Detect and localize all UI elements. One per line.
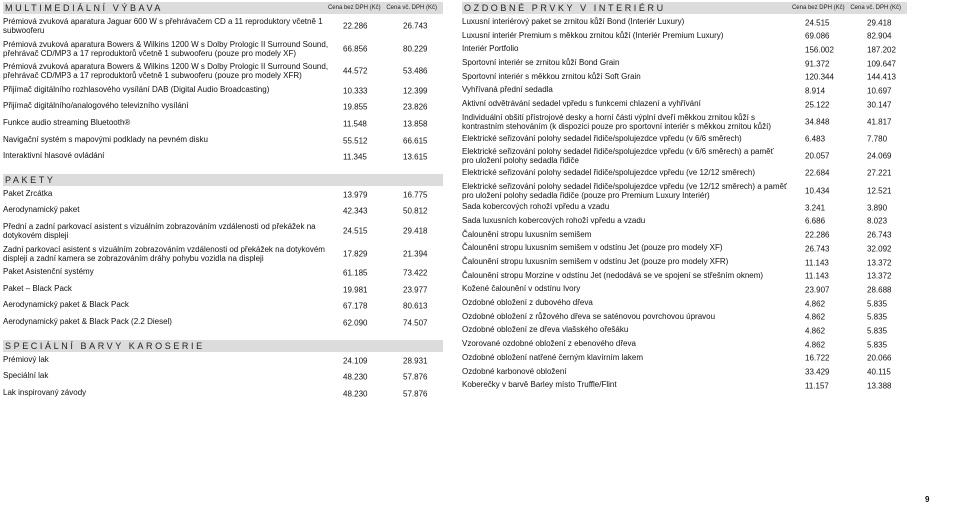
price-net: 6.483 xyxy=(805,134,826,144)
price-net: 42.343 xyxy=(343,206,368,216)
price-gross: 5.835 xyxy=(867,312,888,322)
price-row xyxy=(462,17,907,28)
price-net: 61.185 xyxy=(343,268,368,278)
item-name: Individuální obšití přístrojové desky a horní části výplní dveří měkkou zrnitou kůží s kontrastním stehováním (k dispozici pouze pro sportovní interiér s měkkou zrnitou kůží) xyxy=(462,112,772,131)
price-gross: 144.413 xyxy=(867,72,896,82)
price-net: 22.684 xyxy=(805,168,830,178)
item-name: Elektrické seřizování polohy sedadel řidiče/spolujezdce vpředu (v 6/6 směrech) xyxy=(462,133,742,143)
price-net: 8.914 xyxy=(805,86,826,96)
price-gross: 73.422 xyxy=(403,268,428,278)
price-net: 10.434 xyxy=(805,186,830,196)
packages-section-header xyxy=(3,174,443,186)
price-row xyxy=(462,284,907,295)
price-gross: 13.372 xyxy=(867,258,892,267)
item-name: Čalounění stropu luxusním semišem v odstínu Jet (pouze pro modely XFR) xyxy=(462,257,729,266)
multimedia-list xyxy=(3,17,443,163)
price-gross: 12.521 xyxy=(867,186,892,196)
item-name: Luxusní interiérový paket se zrnitou kůží Bond (Interiér Luxury) xyxy=(462,17,685,26)
price-row xyxy=(462,243,907,254)
price-row xyxy=(3,101,443,113)
price-row xyxy=(3,62,443,80)
price-gross: 26.743 xyxy=(403,21,428,31)
price-gross: 27.221 xyxy=(867,168,892,178)
price-net: 69.086 xyxy=(805,31,830,41)
price-net: 3.241 xyxy=(805,203,826,213)
price-row xyxy=(3,17,443,35)
price-row xyxy=(462,147,907,165)
price-net: 11.345 xyxy=(343,152,367,162)
section-title: MULTIMEDIÁLNÍ VÝBAVA xyxy=(5,3,164,13)
price-gross: 5.835 xyxy=(867,340,888,350)
item-name: Interaktivní hlasové ovládání xyxy=(3,151,105,161)
item-name: Paket – Black Pack xyxy=(3,283,72,293)
price-net: 33.429 xyxy=(805,367,830,377)
item-name: Aktivní odvětrávání sedadel vpředu s funkcemi chlazení a vyhřívání xyxy=(462,99,701,109)
item-name: Speciální lak xyxy=(3,371,49,381)
price-row xyxy=(462,31,907,42)
price-net: 16.722 xyxy=(805,353,830,363)
price-gross: 13.388 xyxy=(867,381,892,391)
price-gross: 23.977 xyxy=(403,285,428,295)
section-title: SPECIÁLNÍ BARVY KAROSERIE xyxy=(5,340,205,351)
column-header-net: Cena bez DPH (Kč) xyxy=(327,5,381,11)
price-row xyxy=(3,40,443,58)
item-name: Navigační systém s mapovými podklady na pevném disku xyxy=(3,134,208,144)
item-name: Sada luxusních kobercových rohoží vpředu a vzadu xyxy=(462,215,646,225)
price-net: 22.286 xyxy=(343,21,368,31)
price-net: 24.515 xyxy=(343,226,368,236)
price-row xyxy=(3,118,443,130)
price-net: 19.981 xyxy=(343,285,368,295)
price-row xyxy=(462,216,907,227)
price-net: 11.143 xyxy=(805,271,829,281)
price-row xyxy=(3,388,443,400)
price-net: 11.157 xyxy=(805,381,829,391)
price-net: 23.907 xyxy=(805,285,830,295)
price-gross: 8.023 xyxy=(867,216,888,226)
price-gross: 109.647 xyxy=(867,59,896,69)
item-name: Sportovní interiér s měkkou zrnitou kůží Soft Grain xyxy=(462,71,641,81)
price-net: 17.829 xyxy=(343,249,368,259)
price-row xyxy=(462,44,907,55)
price-gross: 57.876 xyxy=(403,389,428,399)
price-gross: 74.507 xyxy=(403,318,428,328)
item-name: Aerodynamický paket xyxy=(3,205,80,215)
price-row xyxy=(462,312,907,323)
item-name: Čalounění stropu Morzine v odstínu Jet (nedodává se ve spojení se střešním oknem) xyxy=(462,270,764,280)
price-net: 66.856 xyxy=(343,44,368,54)
price-gross: 41.817 xyxy=(867,117,892,127)
price-net: 156.002 xyxy=(805,45,834,55)
item-name: Kožené čalounění v odstínu Ivory xyxy=(462,284,581,294)
left-column xyxy=(3,2,443,404)
item-name: Elektrické seřizování polohy sedadel řidiče/spolujezdce vpředu (ve 12/12 směrech) xyxy=(462,167,756,177)
column-header-gross: Cena vč. DPH (Kč) xyxy=(850,5,901,11)
item-name: Vyhřívaná přední sedadla xyxy=(462,85,553,95)
price-net: 4.862 xyxy=(805,312,826,322)
item-name: Prémiová zvuková aparatura Jaguar 600 W s přehrávačem CD a 11 reproduktory včetně 1 subwooferu xyxy=(3,17,323,35)
price-row xyxy=(3,371,443,383)
item-name: Aerodynamický paket & Black Pack xyxy=(3,300,129,310)
item-name: Koberečky v barvě Barley místo Truffle/Flint xyxy=(462,380,617,390)
price-row xyxy=(462,380,907,391)
price-row xyxy=(462,113,907,131)
price-row xyxy=(3,317,443,329)
price-row xyxy=(462,271,907,282)
price-net: 20.057 xyxy=(805,151,830,161)
price-gross: 21.394 xyxy=(403,249,428,259)
item-name: Čalounění stropu luxusním semišem v odstínu Jet (pouze pro modely XF) xyxy=(462,243,723,253)
price-net: 13.979 xyxy=(343,190,368,200)
price-net: 55.512 xyxy=(343,136,368,146)
price-net: 10.333 xyxy=(343,86,368,96)
price-row xyxy=(462,85,907,96)
paint-section-header xyxy=(3,340,443,352)
price-row xyxy=(3,284,443,296)
price-gross: 66.615 xyxy=(403,136,428,146)
item-name: Zadní parkovací asistent s vizuálním zobrazováním vzdálenosti od překážek na dotykovém displeji a zadní kamera se zobrazováním dráhy pohybu vozidla na displeji xyxy=(3,244,325,263)
price-net: 48.230 xyxy=(343,389,368,399)
price-row xyxy=(462,72,907,83)
section-title: OZDOBNÉ PRVKY V INTERIÉRU xyxy=(464,3,666,13)
price-gross: 57.876 xyxy=(403,372,428,382)
price-net: 4.862 xyxy=(805,326,826,336)
price-net: 44.572 xyxy=(343,66,368,76)
column-headers xyxy=(324,2,437,14)
item-name: Prémiová zvuková aparatura Bowers & Wilkins 1200 W s Dolby Prologic II Surround Sound, přehrávač CD/MP3 a 17 reproduktorů včetně 1 subwooferu (pouze pro modely XFR) xyxy=(3,62,329,81)
item-name: Aerodynamický paket & Black Pack (2.2 Diesel) xyxy=(3,316,172,326)
price-row xyxy=(462,298,907,309)
price-gross: 53.486 xyxy=(403,66,428,76)
price-row xyxy=(462,339,907,350)
item-name: Přijímač digitálního rozhlasového vysílání DAB (Digital Audio Broadcasting) xyxy=(3,84,270,94)
price-gross: 13.615 xyxy=(403,152,428,162)
price-gross: 80.229 xyxy=(403,44,428,54)
price-gross: 28.931 xyxy=(403,356,428,365)
price-gross: 13.372 xyxy=(867,271,892,281)
item-name: Ozdobné obložení ze dřeva vlašského ořešáku xyxy=(462,325,629,335)
price-net: 91.372 xyxy=(805,59,830,69)
price-row xyxy=(462,134,907,145)
price-net: 62.090 xyxy=(343,318,368,328)
price-net: 11.143 xyxy=(805,258,829,267)
price-net: 4.862 xyxy=(805,299,826,309)
packages-list xyxy=(3,189,443,329)
price-net: 26.743 xyxy=(805,244,830,254)
price-row xyxy=(462,99,907,110)
column-headers xyxy=(788,2,901,14)
price-row xyxy=(3,355,443,367)
price-gross: 7.780 xyxy=(867,134,888,144)
paint-list xyxy=(3,355,443,400)
price-gross: 23.826 xyxy=(403,102,428,112)
price-gross: 82.904 xyxy=(867,31,892,41)
price-net: 19.855 xyxy=(343,102,368,112)
price-net: 120.344 xyxy=(805,72,834,82)
price-net: 6.686 xyxy=(805,216,826,226)
interior-list xyxy=(462,17,907,391)
item-name: Ozdobné obložení z růžového dřeva se saténovou povrchovou úpravou xyxy=(462,311,716,321)
price-row xyxy=(3,85,443,97)
price-net: 24.515 xyxy=(805,18,830,27)
item-name: Elektrické seřizování polohy sedadel řidiče/spolujezdce vpředu (v 6/6 směrech) a paměť pro uložení polohy sedadla řidiče xyxy=(462,147,774,166)
price-gross: 20.066 xyxy=(867,353,892,363)
item-name: Lak inspirovaný závody xyxy=(3,387,87,397)
price-row xyxy=(3,151,443,163)
page-number: 9 xyxy=(925,495,930,504)
item-name: Prémiový lak xyxy=(3,354,49,364)
item-name: Přijímač digitálního/analogového televizního vysílání xyxy=(3,101,189,111)
price-row xyxy=(3,135,443,147)
right-column xyxy=(462,2,907,394)
price-net: 25.122 xyxy=(805,100,830,110)
price-gross: 12.399 xyxy=(403,86,428,96)
column-header-gross: Cena vč. DPH (Kč) xyxy=(386,5,437,11)
price-gross: 13.858 xyxy=(403,119,428,129)
column-header-net: Cena bez DPH (Kč) xyxy=(791,5,845,11)
price-gross: 5.835 xyxy=(867,299,888,309)
price-gross: 3.890 xyxy=(867,203,888,213)
price-net: 48.230 xyxy=(343,372,368,382)
price-row xyxy=(462,58,907,69)
price-net: 34.848 xyxy=(805,117,830,127)
price-row xyxy=(462,168,907,179)
price-row xyxy=(462,325,907,336)
item-name: Ozdobné karbonové obložení xyxy=(462,366,567,376)
item-name: Ozdobné obložení z dubového dřeva xyxy=(462,298,593,308)
price-row xyxy=(3,222,443,240)
price-gross: 40.115 xyxy=(867,367,891,377)
price-gross: 26.743 xyxy=(867,230,892,240)
price-gross: 16.775 xyxy=(403,190,428,200)
item-name: Paket Zrcátka xyxy=(3,188,53,198)
price-net: 11.548 xyxy=(343,119,367,129)
price-gross: 32.092 xyxy=(867,244,892,254)
price-row xyxy=(3,245,443,263)
item-name: Ozdobné obložení natřené černým klavírním lakem xyxy=(462,352,643,362)
item-name: Sportovní interiér se zrnitou kůží Bond Grain xyxy=(462,58,620,68)
price-net: 4.862 xyxy=(805,340,826,350)
section-title: PAKETY xyxy=(5,174,56,185)
item-name: Sada kobercových rohoží vpředu a vzadu xyxy=(462,202,610,212)
item-name: Čalounění stropu luxusním semišem xyxy=(462,229,592,239)
price-gross: 10.697 xyxy=(867,86,892,96)
price-row xyxy=(3,189,443,201)
price-row xyxy=(3,205,443,217)
price-gross: 80.613 xyxy=(403,301,428,311)
item-name: Elektrické seřizování polohy sedadel řidiče/spolujezdce vpředu (ve 12/12 směrech) a paměť pro uložení polohy sedadla řidiče (pouze pro Premium Luxury Interiér) xyxy=(462,181,787,200)
price-row xyxy=(462,257,907,268)
price-row xyxy=(462,230,907,241)
price-row xyxy=(462,202,907,213)
item-name: Vzorované ozdobné obložení z ebenového dřeva xyxy=(462,339,636,349)
price-gross: 24.069 xyxy=(867,151,892,161)
price-gross: 29.418 xyxy=(867,18,892,27)
price-net: 22.286 xyxy=(805,230,830,240)
price-row xyxy=(3,267,443,279)
price-gross: 28.688 xyxy=(867,285,892,295)
price-gross: 29.418 xyxy=(403,226,428,236)
price-row xyxy=(3,300,443,312)
price-net: 24.109 xyxy=(343,356,368,365)
price-gross: 30.147 xyxy=(867,100,892,110)
price-row xyxy=(462,182,907,200)
price-row xyxy=(462,367,907,378)
price-row xyxy=(462,353,907,364)
price-gross: 5.835 xyxy=(867,326,888,336)
price-gross: 187.202 xyxy=(867,45,896,55)
multimedia-section-header xyxy=(3,2,443,14)
item-name: Prémiová zvuková aparatura Bowers & Wilkins 1200 W s Dolby Prologic II Surround Sound, přehrávač CD/MP3 a 17 reproduktorů včetně 1 subwooferu (pouze pro modely XF) xyxy=(3,39,329,58)
item-name: Interiér Portfolio xyxy=(462,44,519,54)
price-net: 67.178 xyxy=(343,301,368,311)
item-name: Paket Asistenční systémy xyxy=(3,267,94,277)
item-name: Funkce audio streaming Bluetooth® xyxy=(3,117,131,127)
item-name: Přední a zadní parkovací asistent s vizuálním zobrazováním vzdálenosti od překážek na dotykovém displeji xyxy=(3,221,316,240)
item-name: Luxusní interiér Premium s měkkou zrnitou kůží (Interiér Premium Luxury) xyxy=(462,30,724,40)
interior-section-header xyxy=(462,2,907,14)
price-gross: 50.812 xyxy=(403,206,428,216)
